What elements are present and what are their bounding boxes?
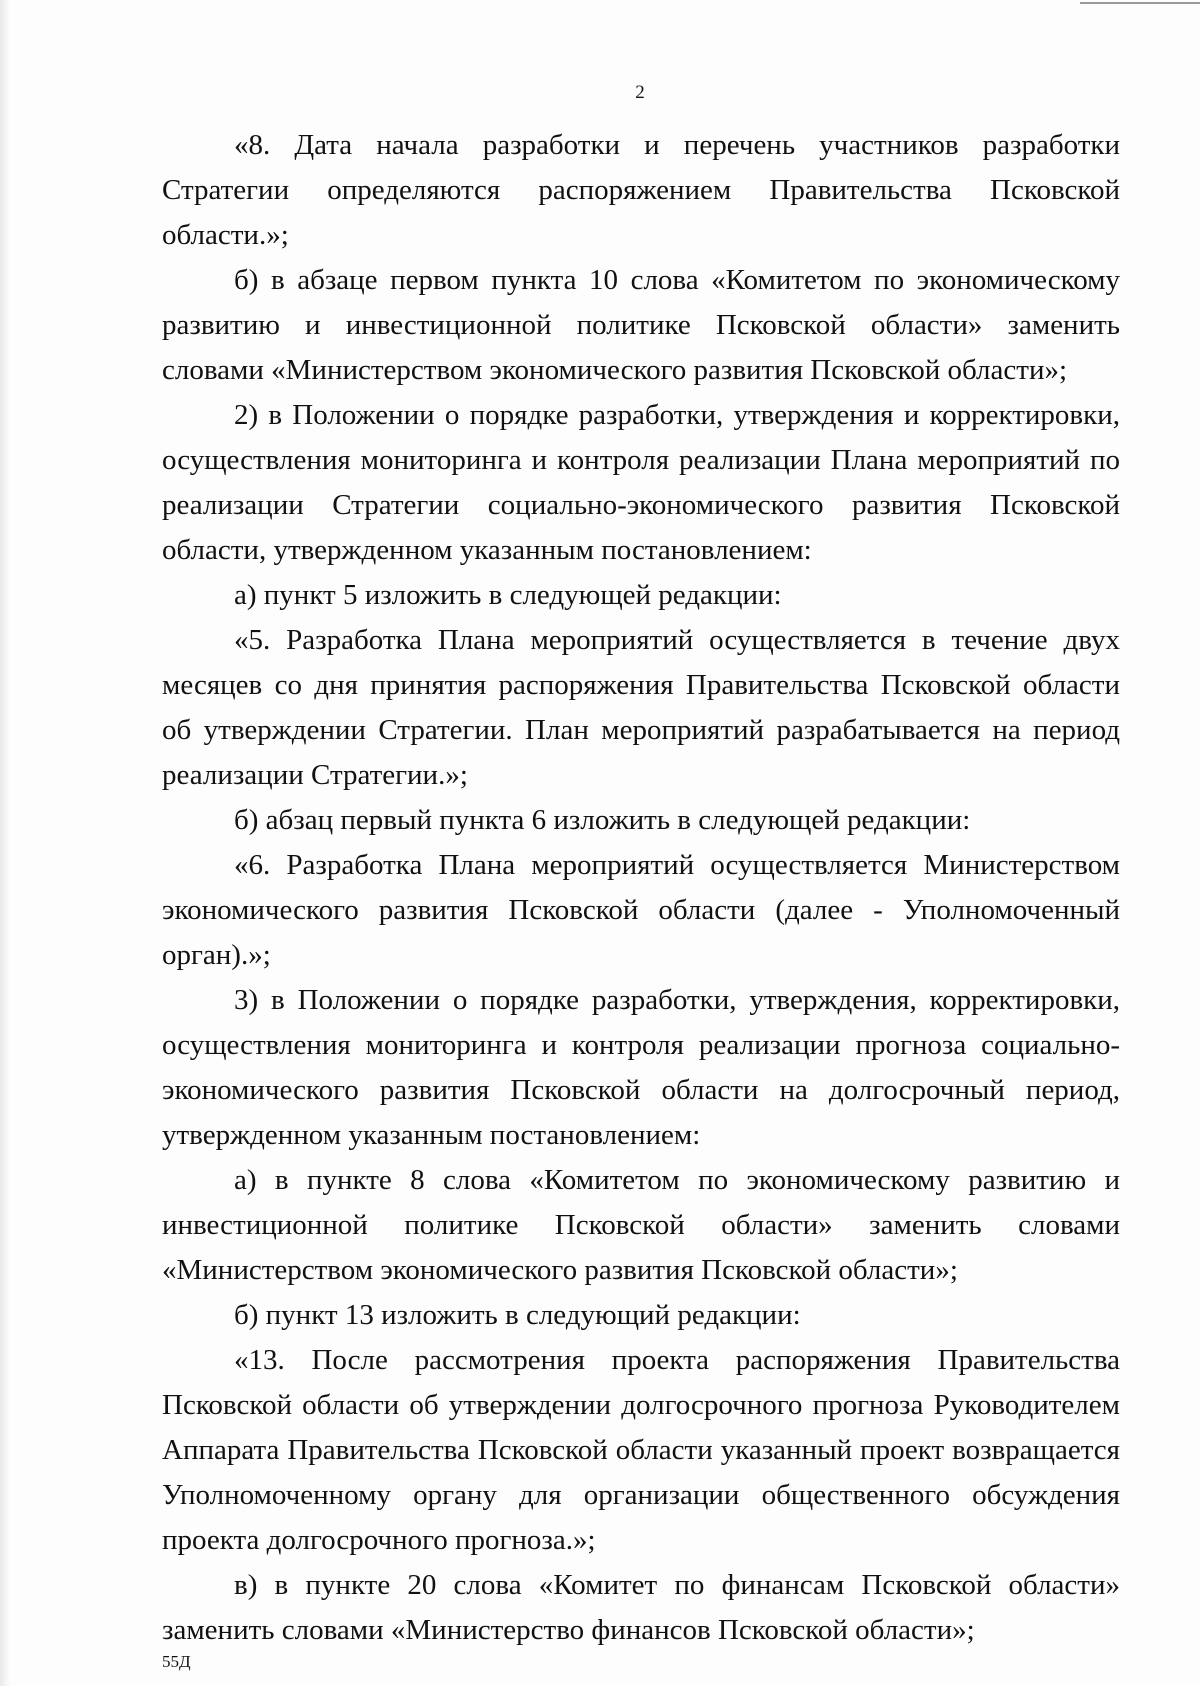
paragraph: в) в пункте 20 слова «Комитет по финансам Псковской области» заменить словами «Министерство финансов Псковской области»;: [162, 1569, 1120, 1646]
scan-top-rule: [1080, 2, 1200, 4]
paragraph: 2) в Положении о порядке разработки, утверждения и корректировки, осуществления мониторинга и контроля реализации Плана мероприятий по реализации Стратегии социально-экономического развития Псковской области, утвержденном указанным постановлением:: [162, 399, 1120, 566]
paragraph: б) пункт 13 изложить в следующий редакции:: [234, 1299, 801, 1331]
document-code: 55Д: [162, 1652, 191, 1671]
paragraph: а) в пункте 8 слова «Комитетом по экономическому развитию и инвестиционной политике Псковской области» заменить словами «Министерством экономического развития Псковской области»;: [162, 1164, 1120, 1286]
paragraph: «6. Разработка Плана мероприятий осуществляется Министерством экономического развития Псковской области (далее - Уполномоченный орган).»;: [162, 849, 1120, 971]
scan-edge: [0, 0, 10, 1686]
document-body: [162, 123, 1120, 1653]
paragraph: а) пункт 5 изложить в следующей редакции:: [234, 579, 782, 611]
paragraph: 3) в Положении о порядке разработки, утверждения, корректировки, осуществления мониторинга и контроля реализации прогноза социально-экономического развития Псковской области на долгосрочный период, утвержденном указанным постановлением:: [162, 984, 1120, 1151]
paragraph: б) в абзаце первом пункта 10 слова «Комитетом по экономическому развитию и инвестиционной политике Псковской области» заменить словами «Министерством экономического развития Псковской области»;: [162, 264, 1120, 386]
page-number: 2: [635, 82, 645, 103]
paragraph: «8. Дата начала разработки и перечень участников разработки Стратегии определяются распоряжением Правительства Псковской области.»;: [162, 129, 1120, 251]
paragraph: «5. Разработка Плана мероприятий осуществляется в течение двух месяцев со дня принятия распоряжения Правительства Псковской области об утверждении Стратегии. План мероприятий разрабатывается на период реализации Стратегии.»;: [162, 624, 1120, 791]
paragraph: б) абзац первый пункта 6 изложить в следующей редакции:: [234, 804, 971, 836]
paragraph: «13. После рассмотрения проекта распоряжения Правительства Псковской области об утверждении долгосрочного прогноза Руководителем Аппарата Правительства Псковской области указанный проект возвращается Уполномоченному органу для организации общественного обсуждения проекта долгосрочного прогноза.»;: [162, 1344, 1120, 1556]
